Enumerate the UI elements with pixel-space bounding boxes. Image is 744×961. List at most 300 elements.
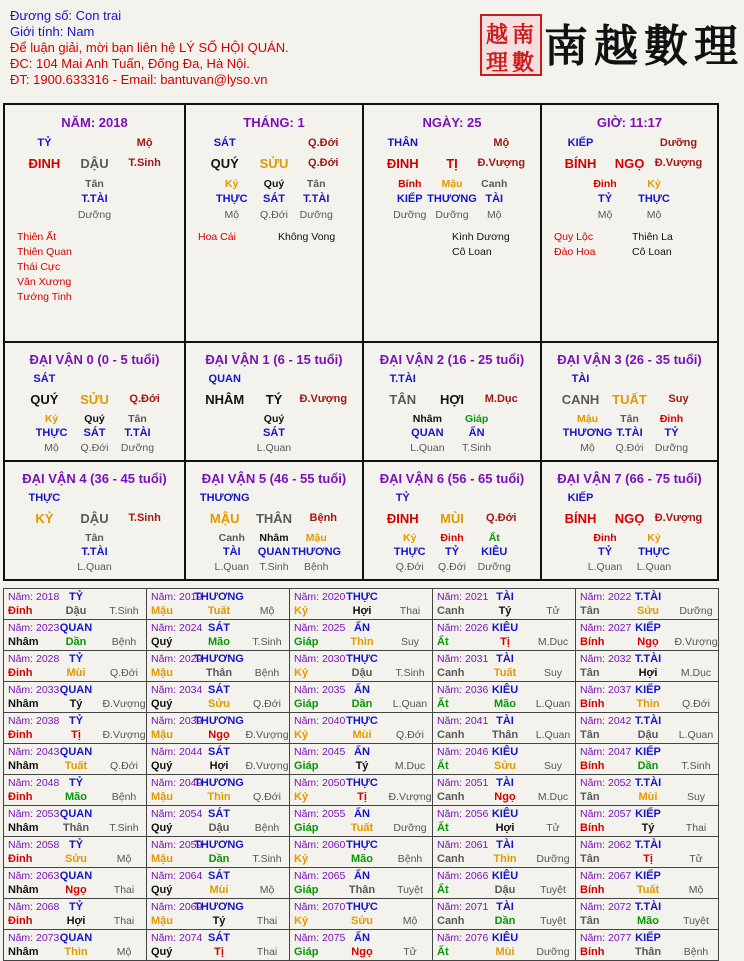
year-state: Thai: [113, 915, 135, 927]
hidden-state: Q.Đới: [438, 561, 466, 573]
year-label: Năm: 2054: [151, 808, 203, 820]
year-cell: [290, 744, 433, 775]
year-cell: [4, 713, 147, 744]
contact-line: Để luận giải, mời bạn liên hệ LÝ SỐ HỘI QUÁN.: [10, 40, 289, 55]
year-cell: [147, 837, 290, 868]
year-god: KIẾP: [635, 622, 661, 634]
year-state: L.Quan: [678, 729, 714, 741]
pillar-cell: [5, 105, 184, 341]
pillar-title: NĂM: 2018: [61, 115, 128, 130]
year-god: ẤN: [354, 870, 370, 882]
hidden-god: T.TÀI: [81, 546, 108, 558]
hidden-stem: Tân: [306, 178, 326, 190]
year-state: Dưỡng: [393, 822, 427, 834]
year-branch: Thân: [62, 822, 90, 834]
year-god: T.TÀI: [634, 777, 662, 789]
year-state: Bệnh: [111, 791, 137, 803]
year-stem: Ất: [437, 760, 449, 772]
year-god: KIÊU: [491, 746, 519, 758]
dai-van-title: ĐẠI VẬN 7 (66 - 75 tuổi): [557, 471, 702, 486]
table-row: [4, 620, 719, 651]
year-cell: [147, 775, 290, 806]
year-branch: Ngọ: [208, 729, 230, 741]
dai-van-title: ĐẠI VẬN 1 (6 - 15 tuổi): [205, 352, 343, 367]
dai-van-cell: [184, 343, 362, 460]
hidden-state: T.Sinh: [462, 442, 492, 454]
year-state: Đ.Vượng: [245, 729, 289, 741]
gioi-tinh-label: Giới tính: Nam: [10, 24, 95, 39]
year-cell: [147, 713, 290, 744]
dai-van-cell: [184, 462, 362, 579]
year-branch: Thìn: [636, 698, 660, 710]
year-cell: [4, 899, 147, 930]
year-state: Suy: [400, 636, 420, 648]
year-state: Q.Đới: [253, 698, 281, 710]
year-state: Q.Đới: [110, 667, 138, 679]
year-stem: Đinh: [8, 605, 33, 617]
pillar-god: THÂN: [387, 137, 418, 149]
year-god: KIÊU: [491, 808, 519, 820]
year-state: T.Sinh: [252, 853, 282, 865]
year-cell: [4, 744, 147, 775]
year-label: Năm: 2044: [151, 746, 203, 758]
year-stem: Quý: [151, 946, 173, 958]
year-god: ẤN: [354, 808, 370, 820]
year-stem: Ất: [437, 822, 449, 834]
year-god: KIẾP: [635, 932, 661, 944]
hidden-god: THỰC: [638, 546, 670, 558]
year-cell: [433, 899, 576, 930]
year-state: Mộ: [259, 884, 275, 896]
hidden-state: Q.Đới: [395, 561, 424, 573]
year-god: SÁT: [208, 684, 230, 696]
year-cell: [147, 744, 290, 775]
year-stem: Nhâm: [8, 760, 39, 772]
year-cell: [290, 589, 433, 620]
year-label: Năm: 2024: [151, 622, 203, 634]
hidden-stem: Giáp: [464, 413, 489, 425]
table-row: [4, 868, 719, 899]
dai-van-god: T.TÀI: [389, 373, 416, 385]
year-state: Đ.Vượng: [674, 636, 718, 648]
year-branch: Dần: [65, 636, 87, 648]
year-branch: Mão: [65, 791, 87, 803]
hidden-state: Dưỡng: [435, 209, 469, 221]
year-god: T.TÀI: [634, 901, 662, 913]
pillar-god: KIẾP: [567, 137, 594, 149]
chart-grid: [3, 103, 719, 581]
year-state: Bệnh: [683, 946, 709, 958]
year-cell: [576, 899, 719, 930]
dai-van-god: SÁT: [33, 373, 56, 385]
year-god: TÀI: [496, 901, 514, 913]
hidden-stem: Kỷ: [403, 532, 417, 544]
year-cell: [433, 620, 576, 651]
year-label: Năm: 2067: [580, 870, 632, 882]
year-state: Tử: [546, 605, 560, 617]
year-label: Năm: 2062: [580, 839, 632, 851]
year-god: KIÊU: [491, 932, 519, 944]
year-cell: [576, 620, 719, 651]
year-stem: Tân: [580, 729, 600, 741]
hidden-stem: Quý: [263, 178, 285, 190]
year-label: Năm: 2040: [294, 715, 346, 727]
year-cell: [147, 868, 290, 899]
dai-van-title: ĐẠI VẬN 5 (46 - 55 tuổi): [201, 471, 347, 486]
hidden-stem: Kỷ: [647, 532, 661, 544]
year-cell: [576, 682, 719, 713]
pillar-stem: BÍNH: [564, 156, 597, 171]
pillar-status: Mộ: [493, 137, 510, 149]
year-cell: [290, 620, 433, 651]
year-stem: Đinh: [8, 915, 33, 927]
year-stem: Tân: [580, 915, 600, 927]
year-cell: [4, 682, 147, 713]
year-god: QUAN: [59, 870, 93, 882]
year-stem: Mậu: [151, 853, 173, 865]
year-state: Thai: [399, 605, 421, 617]
year-cell: [433, 651, 576, 682]
hidden-god: THƯƠNG: [427, 193, 477, 205]
year-cell: [576, 589, 719, 620]
dai-van-status: Q.Đới: [486, 512, 517, 524]
hidden-stem: Nhâm: [412, 413, 442, 425]
year-label: Năm: 2061: [437, 839, 489, 851]
table-row: [4, 930, 719, 961]
dai-van-cell: [540, 343, 717, 460]
year-label: Năm: 2027: [580, 622, 632, 634]
dai-van-cell: [362, 343, 540, 460]
hidden-god: KIẾP: [396, 193, 423, 205]
year-label: Năm: 2028: [8, 653, 60, 665]
year-branch: Thân: [634, 946, 662, 958]
year-god: TÀI: [496, 591, 514, 603]
year-label: Năm: 2034: [151, 684, 203, 696]
year-state: Suy: [543, 667, 563, 679]
star-label: Quy Lộc: [554, 231, 594, 243]
dai-van-stem: ĐINH: [386, 511, 419, 526]
dai-van-cell: [540, 462, 717, 579]
year-state: Tuyệt: [540, 915, 566, 927]
year-god: QUAN: [59, 684, 93, 696]
year-god: KIẾP: [635, 684, 661, 696]
year-god: TỶ: [68, 715, 84, 727]
hidden-stem: Đinh: [593, 178, 617, 190]
year-state: Mộ: [259, 605, 275, 617]
dai-van-branch: TÝ: [265, 392, 283, 407]
year-stem: Bính: [580, 822, 605, 834]
hidden-god: SÁT: [263, 427, 285, 439]
year-branch: Sửu: [493, 760, 517, 772]
dai-van-row-1: [5, 341, 717, 460]
year-state: Dưỡng: [536, 946, 570, 958]
table-row: [4, 651, 719, 682]
year-label: Năm: 2038: [8, 715, 60, 727]
year-state: Mộ: [688, 884, 704, 896]
year-god: THỰC: [346, 901, 378, 913]
year-state: Tử: [689, 853, 703, 865]
year-state: T.Sinh: [395, 667, 425, 679]
year-stem: Tân: [580, 667, 600, 679]
year-god: T.TÀI: [634, 839, 662, 851]
year-stem: Bính: [580, 698, 605, 710]
hidden-state: L.Quan: [636, 561, 672, 573]
year-cell: [576, 775, 719, 806]
dai-van-stem: MẬU: [209, 511, 240, 526]
year-god: TÀI: [496, 715, 514, 727]
year-god: KIÊU: [491, 870, 519, 882]
year-stem: Tân: [580, 853, 600, 865]
hidden-stem: Bính: [398, 178, 422, 190]
year-label: Năm: 2069: [151, 901, 203, 913]
year-state: Đ.Vượng: [245, 760, 289, 772]
year-stem: Quý: [151, 822, 173, 834]
year-branch: Tị: [214, 946, 224, 958]
year-state: Suy: [543, 760, 563, 772]
year-god: THƯƠNG: [194, 777, 244, 789]
year-god: KIẾP: [635, 808, 661, 820]
year-god: KIÊU: [491, 684, 519, 696]
year-god: ẤN: [354, 932, 370, 944]
hidden-god: T.TÀI: [124, 427, 151, 439]
year-label: Năm: 2032: [580, 653, 632, 665]
pillar-branch-status: Q.Đới: [308, 157, 339, 169]
year-stem: Giáp: [294, 698, 319, 710]
year-stem: Đinh: [8, 667, 33, 679]
year-state: Q.Đới: [253, 791, 281, 803]
table-row: [4, 806, 719, 837]
year-label: Năm: 2075: [294, 932, 346, 944]
year-branch: Mão: [494, 698, 516, 710]
year-label: Năm: 2064: [151, 870, 203, 882]
year-label: Năm: 2076: [437, 932, 489, 944]
pillar-status: Mộ: [136, 137, 153, 149]
hidden-god: TÀI: [222, 546, 241, 558]
brand-logo-text: 南越數理: [544, 21, 744, 72]
hidden-stem: Quý: [263, 413, 285, 425]
star-label: Thái Cực: [17, 261, 61, 273]
year-branch: Dần: [208, 853, 230, 865]
year-cell: [290, 837, 433, 868]
hidden-god: THỰC: [393, 546, 426, 558]
year-state: Dưỡng: [536, 853, 570, 865]
year-label: Năm: 2074: [151, 932, 203, 944]
year-branch: Tuất: [493, 667, 517, 679]
year-stem: Canh: [437, 667, 465, 679]
hidden-state: Mộ: [646, 209, 662, 221]
year-label: Năm: 2043: [8, 746, 60, 758]
year-label: Năm: 2059: [151, 839, 203, 851]
year-cell: [433, 713, 576, 744]
hidden-state: Mộ: [486, 209, 502, 221]
year-branch: Dần: [351, 698, 373, 710]
year-stem: Giáp: [294, 822, 319, 834]
year-cell: [290, 806, 433, 837]
dai-van-stem: KỶ: [35, 511, 54, 526]
year-branch: Hợi: [66, 915, 86, 927]
year-cell: [433, 775, 576, 806]
duong-so-label: Đương số: Con trai: [10, 8, 122, 23]
year-label: Năm: 2023: [8, 622, 60, 634]
year-god: THƯƠNG: [194, 591, 244, 603]
year-god: THƯƠNG: [194, 715, 244, 727]
header-info: [10, 8, 480, 88]
hidden-state: Mộ: [597, 209, 613, 221]
red-seal-icon: 越 南 理 數: [480, 14, 542, 76]
year-label: Năm: 2052: [580, 777, 632, 789]
table-row: [4, 837, 719, 868]
hidden-god: T.TÀI: [616, 427, 643, 439]
year-label: Năm: 2051: [437, 777, 489, 789]
year-cell: [576, 868, 719, 899]
year-cell: [290, 713, 433, 744]
year-cell: [290, 682, 433, 713]
year-state: L.Quan: [392, 698, 428, 710]
year-stem: Bính: [580, 884, 605, 896]
dai-van-title: ĐẠI VẬN 6 (56 - 65 tuổi): [379, 471, 525, 486]
year-label: Năm: 2036: [437, 684, 489, 696]
year-branch: Hợi: [352, 605, 372, 617]
year-god: KIÊU: [491, 622, 519, 634]
year-state: Đ.Vượng: [102, 729, 146, 741]
year-state: Bệnh: [111, 636, 137, 648]
dai-van-status: M.Dục: [484, 393, 518, 405]
pillar-branch: DẬU: [80, 156, 109, 171]
year-stem: Nhâm: [8, 698, 39, 710]
year-cell: [433, 589, 576, 620]
year-stem: Quý: [151, 636, 173, 648]
dai-van-branch: NGỌ: [614, 511, 645, 526]
year-label: Năm: 2063: [8, 870, 60, 882]
year-label: Năm: 2057: [580, 808, 632, 820]
year-state: Mộ: [116, 946, 132, 958]
hidden-state: L.Quan: [587, 561, 623, 573]
year-stem: Kỷ: [294, 853, 309, 865]
year-god: T.TÀI: [634, 653, 662, 665]
year-god: THƯƠNG: [194, 901, 244, 913]
year-label: Năm: 2073: [8, 932, 60, 944]
year-state: M.Dục: [394, 760, 426, 772]
dai-van-branch: THÂN: [255, 511, 293, 526]
dai-van-branch: MÙI: [440, 511, 464, 526]
year-state: Bệnh: [254, 822, 280, 834]
year-cell: [4, 589, 147, 620]
year-label: Năm: 2068: [8, 901, 60, 913]
year-label: Năm: 2071: [437, 901, 489, 913]
year-state: M.Dục: [680, 667, 712, 679]
year-state: T.Sinh: [109, 605, 139, 617]
hidden-stem: Kỷ: [647, 178, 661, 190]
hidden-god: QUAN: [257, 546, 291, 558]
hidden-stem: Mậu: [441, 178, 463, 190]
year-god: SÁT: [208, 870, 230, 882]
year-branch: Thìn: [64, 946, 88, 958]
year-cell: [290, 899, 433, 930]
dai-van-title: ĐẠI VẬN 4 (36 - 45 tuổi): [22, 471, 167, 486]
year-cell: [433, 868, 576, 899]
year-cell: [4, 651, 147, 682]
year-cell: [576, 651, 719, 682]
year-label: Năm: 2047: [580, 746, 632, 758]
year-cell: [433, 930, 576, 961]
star-label: Thiên La: [632, 231, 673, 243]
dai-van-cell: [5, 462, 184, 579]
year-branch: Mùi: [66, 667, 86, 679]
dai-van-god: TÀI: [571, 373, 590, 385]
year-state: Thai: [256, 915, 278, 927]
year-branch: Tị: [357, 791, 367, 803]
year-label: Năm: 2077: [580, 932, 632, 944]
dai-van-status: Đ.Vượng: [299, 393, 348, 405]
year-branch: Tuất: [207, 605, 231, 617]
dai-van-stem: TÂN: [389, 392, 417, 407]
pillar-branch-status: Đ.Vượng: [477, 157, 526, 169]
hidden-state: Dưỡng: [120, 442, 155, 454]
year-cell: [4, 806, 147, 837]
year-branch: Thân: [491, 729, 519, 741]
year-branch: Tý: [69, 698, 83, 710]
table-row: [4, 744, 719, 775]
year-god: QUAN: [59, 932, 93, 944]
year-god: THỰC: [346, 777, 378, 789]
hidden-god: ẤN: [468, 427, 485, 439]
year-stem: Mậu: [151, 791, 173, 803]
hidden-god: THỰC: [638, 193, 670, 205]
year-label: Năm: 2026: [437, 622, 489, 634]
year-label: Năm: 2065: [294, 870, 346, 882]
year-state: Tử: [546, 822, 560, 834]
hidden-stem: Tân: [128, 413, 147, 425]
year-state: Tuyệt: [540, 884, 566, 896]
year-cell: [147, 620, 290, 651]
year-stem: Quý: [151, 760, 173, 772]
year-label: Năm: 2033: [8, 684, 60, 696]
year-god: SÁT: [208, 746, 230, 758]
address-line: ĐC: 104 Mai Anh Tuấn, Đống Đa, Hà Nội.: [10, 56, 250, 71]
hidden-state: Dưỡng: [654, 442, 689, 454]
year-stem: Kỷ: [294, 605, 309, 617]
pillar-row: [5, 105, 717, 341]
year-branch: Sửu: [207, 698, 231, 710]
pillar-cell: [184, 105, 362, 341]
year-stem: Giáp: [294, 946, 319, 958]
pillar-stem: ĐINH: [28, 156, 61, 171]
year-stem: Kỷ: [294, 791, 309, 803]
year-label: Năm: 2029: [151, 653, 203, 665]
hidden-stem: Tân: [85, 178, 104, 190]
year-state: Bệnh: [397, 853, 423, 865]
year-label: Năm: 2060: [294, 839, 346, 851]
pillar-god: TỶ: [37, 137, 52, 149]
year-branch: Tị: [500, 636, 510, 648]
hidden-god: SÁT: [263, 193, 285, 205]
year-cell: [290, 930, 433, 961]
dai-van-stem: CANH: [561, 392, 600, 407]
year-label: Năm: 2041: [437, 715, 489, 727]
year-stem: Quý: [151, 884, 173, 896]
dai-van-status: Suy: [668, 393, 689, 405]
year-stem: Mậu: [151, 729, 173, 741]
dai-van-god: TỶ: [395, 492, 410, 504]
year-stem: Bính: [580, 946, 605, 958]
year-cell: [290, 651, 433, 682]
year-branch: Dậu: [65, 605, 87, 617]
year-state: Tuyệt: [683, 915, 709, 927]
year-stem: Quý: [151, 698, 173, 710]
year-label: Năm: 2031: [437, 653, 489, 665]
hidden-stem: Đinh: [593, 532, 617, 544]
year-cell: [147, 930, 290, 961]
